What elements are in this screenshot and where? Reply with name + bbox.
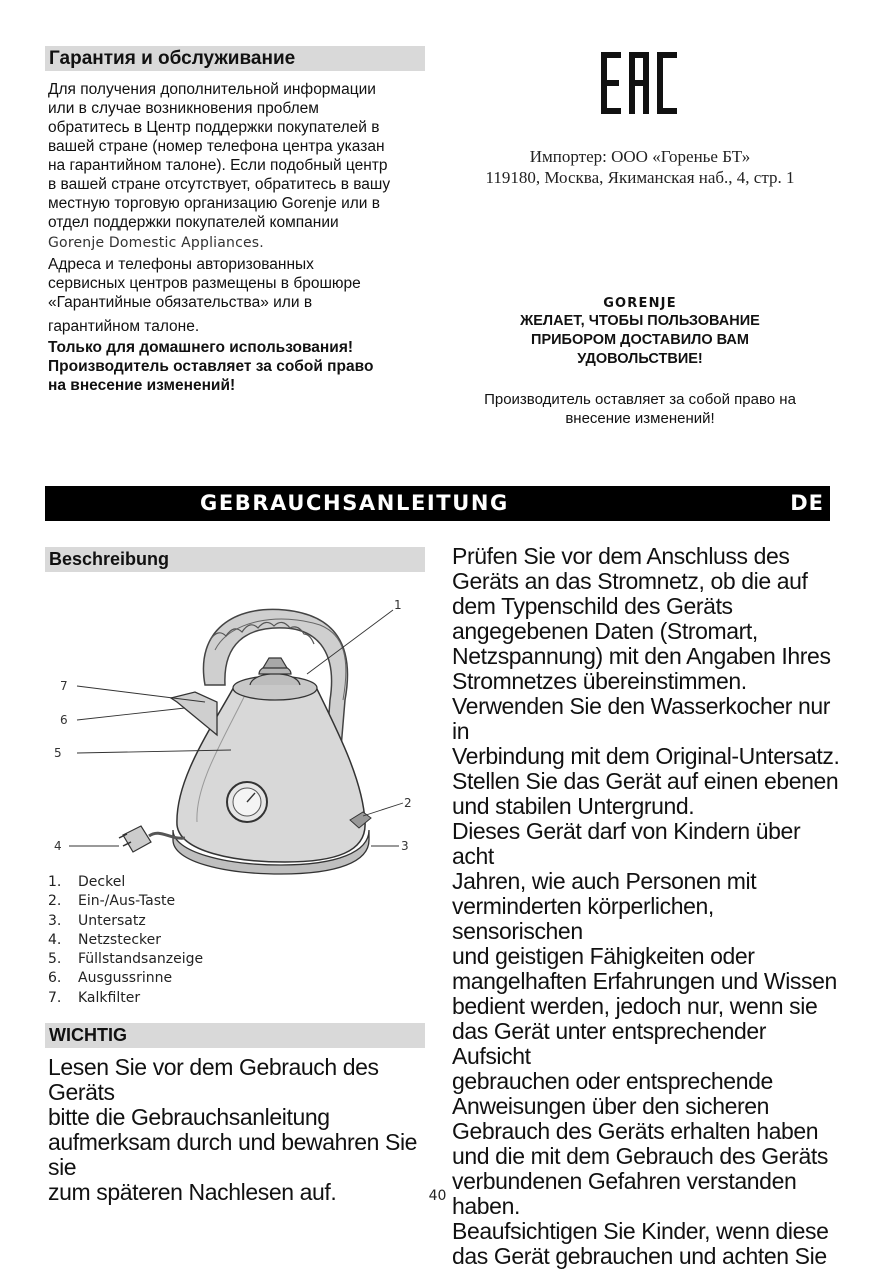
text-line: Anweisungen über den sicheren (452, 1093, 770, 1119)
text-line: Verbindung mit dem Original-Untersatz. (452, 743, 840, 769)
callout-label: 5 (54, 746, 62, 760)
text-line: Dieses Gerät darf von Kindern über acht (452, 818, 801, 869)
gorenje-wish (440, 296, 840, 369)
text-line: Jahren, wie auch Personen mit (452, 868, 757, 894)
language-code: DE (790, 491, 824, 515)
wish-line: ЖЕЛАЕТ, ЧТОБЫ ПОЛЬЗОВАНИЕ (520, 313, 760, 329)
list-item: 5. Füllstandsanzeige (48, 951, 204, 968)
text-line: verbundenen Gefahren verstanden (452, 1168, 797, 1194)
callout-label: 6 (60, 713, 68, 727)
manual-banner (45, 486, 830, 521)
importer-block (440, 146, 840, 188)
text-line: Для получения дополнительной информации (48, 81, 376, 98)
callout-label: 7 (60, 679, 68, 693)
text-line: mangelhaften Erfahrungen und Wissen (452, 968, 837, 994)
text-line: und geistigen Fähigkeiten oder (452, 943, 755, 969)
text-line: Prüfen Sie vor dem Anschluss des (452, 543, 790, 569)
text-line: Gebrauch des Geräts erhalten haben (452, 1118, 819, 1144)
text-line: сервисных центров размещены в брошюре (48, 275, 361, 292)
text-line: angegebenen Daten (Stromart, (452, 618, 758, 644)
text-line: bitte die Gebrauchsanleitung (48, 1104, 330, 1130)
text-line: zum späteren Nachlesen auf. (48, 1179, 337, 1205)
importer-address: 119180, Москва, Якиманская наб., 4, стр. 1 (485, 168, 795, 187)
eac-logo (597, 50, 681, 116)
note-line: внесение изменений! (565, 410, 715, 427)
important-text (48, 1055, 433, 1205)
callout-label: 4 (54, 839, 62, 853)
importer-name: Импортер: ООО «Горенье БТ» (529, 147, 751, 166)
text-line: на гарантийном талоне). Если подобный центр (48, 157, 388, 174)
callout-label: 3 (401, 839, 409, 853)
text-line: gebrauchen oder entsprechende (452, 1068, 773, 1094)
text-line: das Gerät unter entsprechender Aufsicht (452, 1018, 767, 1069)
list-item: 1. Deckel (48, 874, 126, 890)
text-line: Netzspannung) mit den Angaben Ihres (452, 643, 831, 669)
text-line: обратитесь в Центр поддержки покупателей в (48, 119, 380, 136)
bold-line: на внесение изменений! (48, 377, 236, 394)
text-line: Verwenden Sie den Wasserkocher nur in (452, 693, 831, 744)
text-line: und die mit dem Gebrauch des Geräts (452, 1143, 828, 1169)
text-line: отдел поддержки покупателей компании (48, 214, 339, 231)
text-line: гарантийном талоне. (48, 318, 200, 335)
text-line: verminderten körperlichen, sensorischen (452, 893, 714, 944)
text-line: вашей стране (номер телефона центра указан (48, 138, 385, 155)
bold-line: Только для домашнего использования! (48, 339, 354, 356)
text-line: местную торговую организацию Gorenje или в (48, 195, 380, 212)
list-item: 4. Netzstecker (48, 931, 161, 948)
parts-list (48, 873, 203, 1008)
text-line: haben. (452, 1193, 520, 1219)
text-line: «Гарантийные обязательства» или в (48, 294, 313, 311)
safety-text (452, 544, 842, 1269)
text-line: Beaufsichtigen Sie Kinder, wenn diese (452, 1218, 829, 1244)
text-line: Lesen Sie vor dem Gebrauch des Geräts (48, 1054, 379, 1105)
text-line: und stabilen Untergrund. (452, 793, 695, 819)
bold-line: Производитель оставляет за собой право (48, 358, 374, 375)
wish-line: ПРИБОРОМ ДОСТАВИЛО ВАМ (531, 332, 749, 348)
company-name: Gorenje Domestic Appliances. (48, 235, 264, 251)
wish-line: УДОВОЛЬСТВИЕ! (577, 351, 703, 367)
text-line: aufmerksam durch und bewahren Sie sie (48, 1129, 418, 1180)
text-line: или в случае возникновения проблем (48, 100, 319, 117)
list-item: 3. Untersatz (48, 912, 146, 929)
important-heading: WICHTIG (45, 1023, 425, 1048)
text-line: Адреса и телефоны авторизованных (48, 256, 314, 273)
eac-logo-graphic (597, 50, 681, 116)
changes-note (440, 390, 840, 428)
page-number: 40 (428, 1188, 447, 1204)
text-line: das Gerät gebrauchen und achten Sie (452, 1243, 827, 1269)
description-heading: Beschreibung (45, 547, 425, 572)
ru-warranty-body (48, 80, 433, 395)
list-item: 7. Kalkfilter (48, 989, 141, 1006)
ru-warranty-heading: Гарантия и обслуживание (45, 46, 425, 71)
text-line: Geräts an das Stromnetz, ob die auf (452, 568, 808, 594)
callout-label: 2 (404, 796, 412, 810)
text-line: Stellen Sie das Gerät auf einen ebenen (452, 768, 839, 794)
text-line: bedient werden, jedoch nur, wenn sie (452, 993, 818, 1019)
banner-title: GEBRAUCHSANLEITUNG (200, 491, 509, 515)
list-item: 6. Ausgussrinne (48, 970, 173, 987)
note-line: Производитель оставляет за собой право на (484, 391, 796, 408)
kettle-illustration (45, 590, 430, 880)
brand-name: GORENJE (603, 296, 677, 311)
text-line: в вашей стране отсутствует, обратитесь в вашу (48, 176, 391, 193)
text-line: Stromnetzes übereinstimmen. (452, 668, 747, 694)
list-item: 2. Ein-/Aus-Taste (48, 893, 176, 910)
text-line: dem Typenschild des Geräts (452, 593, 733, 619)
callout-label: 1 (394, 598, 402, 612)
